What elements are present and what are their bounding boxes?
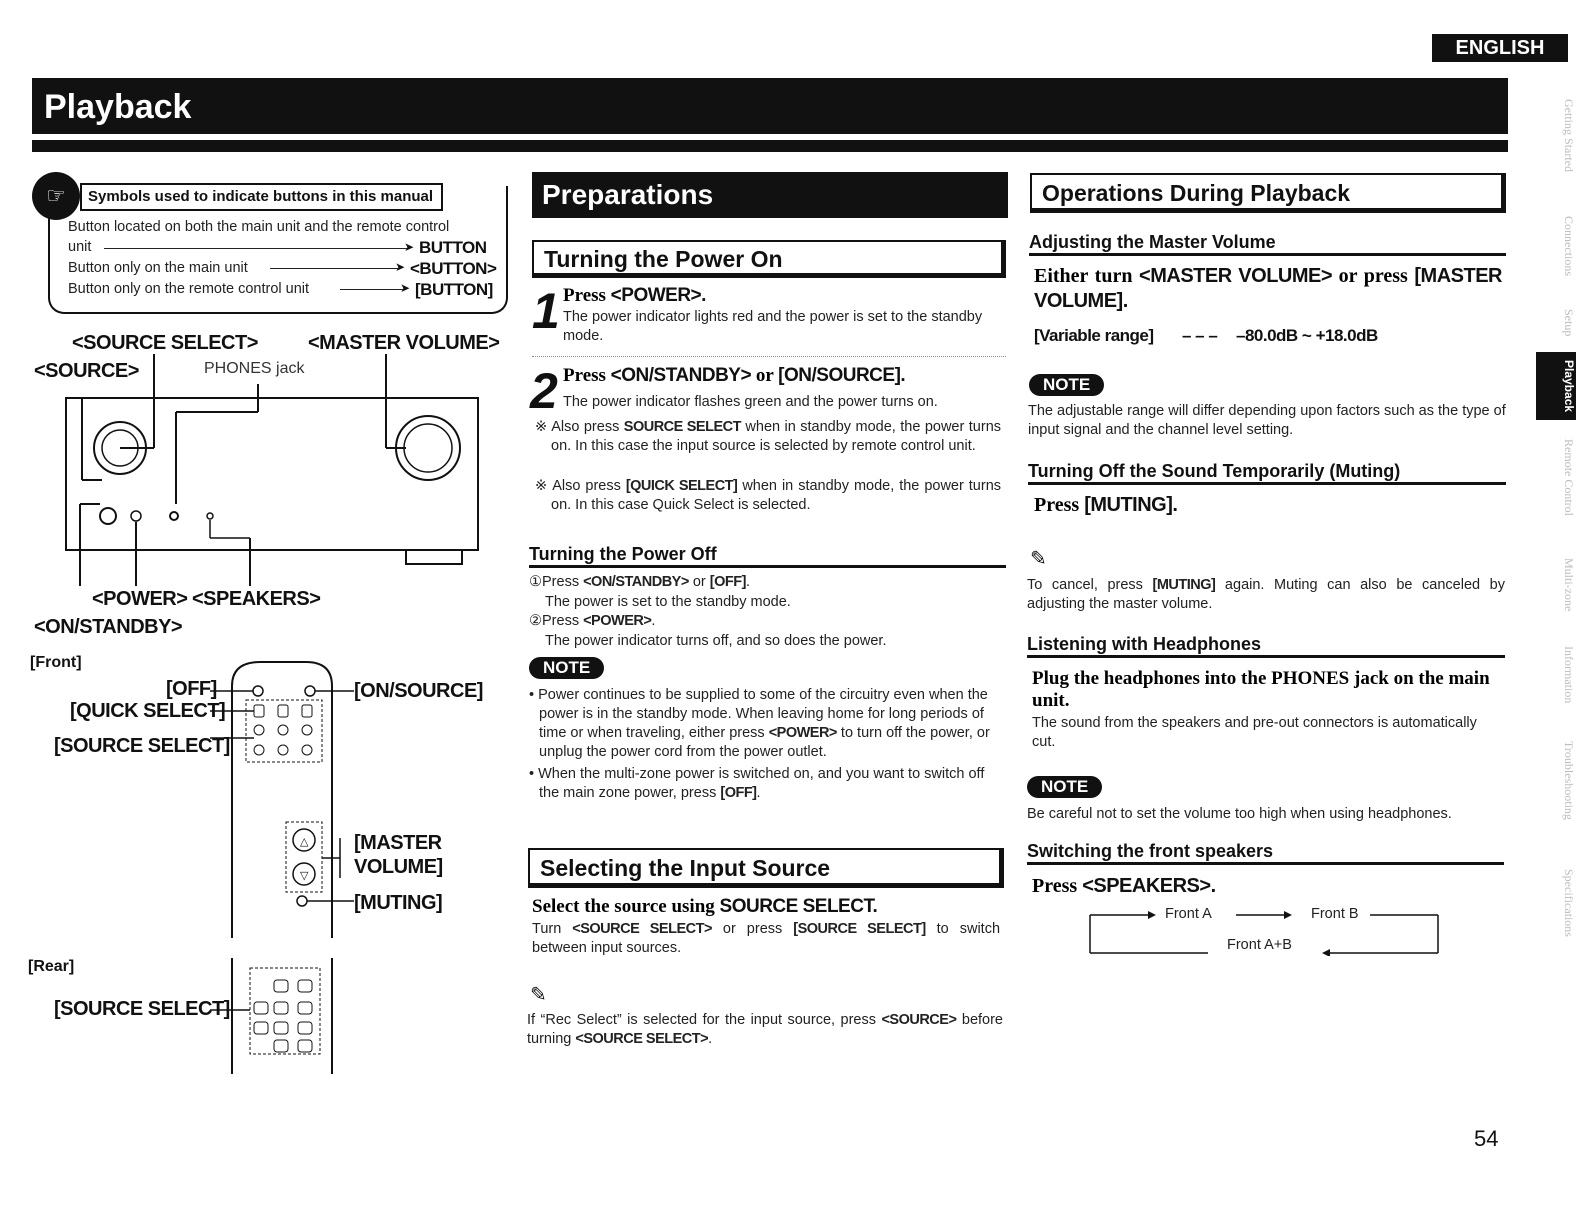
headphones-desc: The sound from the speakers and pre-out connectors is automatically cut. (1032, 715, 1477, 750)
muting-instruction: Press [MUTING]. (1034, 494, 1178, 516)
headphones-note: Be careful not to set the volume too high when using headphones. (1027, 806, 1452, 822)
label-off: [OFF] (166, 678, 217, 700)
power-off-item-1-desc: The power is set to the standby mode. (545, 594, 791, 610)
label-quick-select: [QUICK SELECT] (70, 700, 226, 722)
headphones-heading: Listening with Headphones (1027, 634, 1505, 658)
symbol-row3-text: Button only on the remote control unit (68, 281, 310, 297)
page-number: 54 (1474, 1126, 1499, 1151)
power-off-item-2: ②Press <POWER>. (529, 613, 656, 629)
muting-tip: To cancel, press [MUTING] again. Muting can also be canceled by adjusting the master volume. (1027, 577, 1505, 612)
variable-range-value: –80.0dB ~ +18.0dB (1236, 326, 1378, 345)
cycle-front-ab: Front A+B (1227, 937, 1292, 953)
label-power: <POWER> (92, 588, 188, 610)
symbol-remote-button: [BUTTON] (415, 280, 493, 299)
symbol-row1-text: Button located on both the main unit and the remote control (68, 219, 450, 235)
label-on-standby: <ON/STANDBY> (34, 616, 183, 638)
preparations-heading: Preparations (532, 172, 1008, 218)
label-phones-jack: PHONES jack (204, 360, 305, 377)
label-master-volume: <MASTER VOLUME> (308, 332, 500, 354)
variable-range-dashes: – – – (1182, 326, 1218, 345)
front-speakers-instruction: Press <SPEAKERS>. (1032, 875, 1216, 897)
step-2-number: 2 (530, 363, 558, 419)
variable-range-label: [Variable range] (1034, 326, 1154, 345)
step-1-title: Press <POWER>. (563, 285, 706, 306)
cycle-front-b: Front B (1311, 906, 1359, 922)
front-speakers-heading: Switching the front speakers (1027, 841, 1504, 865)
symbol-main-button: <BUTTON> (410, 259, 497, 278)
svg-text:▽: ▽ (300, 869, 309, 882)
pencil-icon: ✎ (530, 984, 547, 1006)
label-rear-source-select: [SOURCE SELECT] (54, 998, 230, 1020)
side-tab-troubleshooting[interactable]: Troubleshooting (1562, 740, 1576, 820)
label-front: [Front] (30, 654, 82, 671)
note-badge: NOTE (1029, 374, 1104, 396)
svg-text:△: △ (300, 835, 309, 848)
side-tab-remote-control[interactable]: Remote Control (1562, 438, 1576, 516)
input-source-heading: Selecting the Input Source (528, 848, 1004, 888)
power-on-note-1: ※ Also press SOURCE SELECT when in standby mode, the power turns on. In this case the input source is selected by remote control unit. (535, 419, 1002, 454)
label-source-select: <SOURCE SELECT> (72, 332, 258, 354)
symbol-row1-text-b: unit (68, 239, 92, 255)
side-tab-information[interactable]: Information (1562, 646, 1576, 704)
power-off-item-1: ①Press <ON/STANDBY> or [OFF]. (529, 574, 750, 590)
arrow-head-icon: ➤ (400, 281, 411, 295)
side-tabs (1536, 80, 1576, 960)
remote-front-diagram (210, 658, 360, 940)
symbol-row2-text: Button only on the main unit (68, 260, 248, 276)
input-source-title: Select the source using SOURCE SELECT. (532, 896, 878, 917)
symbols-box-title: Symbols used to indicate buttons in this manual (80, 183, 443, 211)
side-tab-multi-zone[interactable]: Multi-zone (1562, 558, 1576, 612)
master-volume-note: The adjustable range will differ depending upon factors such as the type of input signal and the channel level setting. (1028, 403, 1506, 438)
arrow-head-icon: ➤ (395, 260, 406, 274)
power-off-item-2-desc: The power indicator turns off, and so does the power. (545, 633, 887, 649)
arrow-line (270, 268, 400, 269)
arrow-head-icon: ➤ (404, 240, 415, 254)
remote-rear-diagram (210, 958, 340, 1074)
label-rear: [Rear] (28, 958, 75, 975)
divider (532, 356, 1006, 357)
arrow-line (104, 248, 410, 249)
side-tab-specifications[interactable]: Specifications (1562, 869, 1576, 937)
label-source: <SOURCE> (34, 360, 139, 382)
input-source-tip: If “Rec Select” is selected for the input source, press <SOURCE> before turning <SOURCE SELECT>. (527, 1012, 1003, 1047)
headphones-instruction: Plug the headphones into the PHONES jack on the main unit. (1032, 668, 1490, 711)
label-master: [MASTER (354, 832, 442, 854)
power-off-bullet-2: • When the multi-zone power is switched on, and you want to switch off the main zone power, press [OFF]. (529, 766, 985, 801)
power-off-heading: Turning the Power Off (529, 544, 1006, 568)
side-tab-playback[interactable]: Playback (1536, 352, 1576, 420)
note-badge: NOTE (1027, 776, 1102, 798)
receiver-front-diagram (60, 354, 490, 586)
power-on-note-2: ※ Also press [QUICK SELECT] when in standby mode, the power turns on. In this case Quick Select is selected. (535, 478, 1002, 513)
operations-heading: Operations During Playback (1030, 173, 1506, 213)
step-2-title: Press <ON/STANDBY> or [ON/SOURCE]. (563, 365, 906, 386)
title-underbar (32, 140, 1508, 152)
side-tab-connections[interactable]: Connections (1562, 216, 1576, 276)
step-1-desc: The power indicator lights red and the power is set to the standby mode. (563, 309, 983, 344)
input-source-desc: Turn <SOURCE SELECT> or press [SOURCE SELECT] to switch between input sources. (532, 921, 1001, 956)
arrow-line (340, 289, 406, 290)
page-title: Playback (44, 88, 192, 126)
step-2-desc: The power indicator flashes green and the power turns on. (563, 394, 938, 410)
power-off-bullet-1: • Power continues to be supplied to some of the circuitry even when the power is in the standby mode. When leaving home for long periods of time or when traveling, either press <POWER> to turn off the power, or unplug the power cord from the power outlet. (529, 687, 990, 760)
label-speakers: <SPEAKERS> (192, 588, 321, 610)
cycle-front-a: Front A (1165, 906, 1212, 922)
title-bar (32, 78, 1508, 134)
label-source-select-remote: [SOURCE SELECT] (54, 735, 230, 757)
pencil-icon: ✎ (1030, 548, 1047, 570)
side-tab-getting-started[interactable]: Getting Started (1562, 98, 1576, 172)
master-volume-instruction: Either turn <MASTER VOLUME> or press [MASTER VOLUME]. (1034, 265, 1502, 312)
language-badge: ENGLISH (1432, 34, 1568, 62)
hand-pointer-icon: ☞ (32, 172, 80, 220)
note-badge: NOTE (529, 657, 604, 679)
side-tab-setup[interactable]: Setup (1562, 309, 1576, 337)
label-muting: [MUTING] (354, 892, 443, 914)
label-volume: VOLUME] (354, 856, 443, 878)
master-volume-heading: Adjusting the Master Volume (1029, 232, 1506, 256)
symbol-button: BUTTON (419, 238, 487, 257)
step-1-number: 1 (532, 283, 560, 339)
power-on-heading: Turning the Power On (532, 240, 1006, 278)
muting-heading: Turning Off the Sound Temporarily (Muting) (1028, 461, 1506, 485)
label-on-source: [ON/SOURCE] (354, 680, 483, 702)
